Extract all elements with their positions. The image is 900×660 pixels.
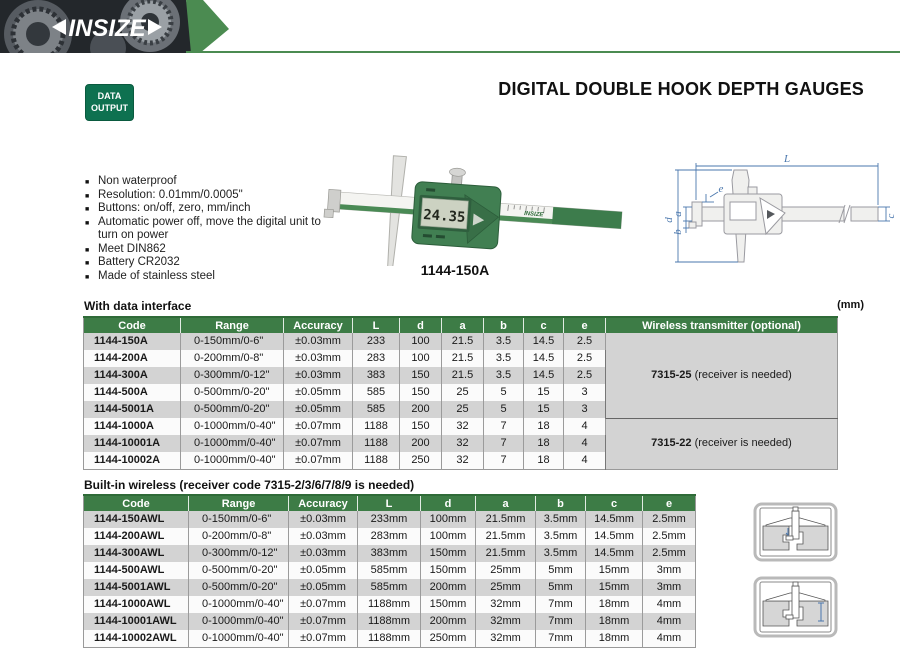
table-cell: 585mm <box>358 562 421 579</box>
beam-outline <box>851 207 878 221</box>
table-cell: 14.5mm <box>586 545 643 562</box>
table-cell: 18mm <box>586 613 643 630</box>
table1-unit: (mm) <box>837 299 864 311</box>
table-cell: 2.5mm <box>643 545 696 562</box>
spec-table-built-in-wireless <box>83 494 696 648</box>
table-cell: 233 <box>353 333 400 350</box>
table-cell: 1144-10002AWL <box>84 630 189 648</box>
table-cell: 585mm <box>358 579 421 596</box>
table-cell: 2.5mm <box>643 528 696 545</box>
table-cell: 4 <box>564 452 606 470</box>
table-cell: 1144-500A <box>84 384 181 401</box>
table-cell: 25 <box>442 401 484 418</box>
table-cell: 1144-10002A <box>84 452 181 470</box>
column-header: Accuracy <box>289 495 358 511</box>
table-cell: 15 <box>524 401 564 418</box>
header-divider <box>186 51 900 53</box>
feature-item: ■ Battery CR2032 <box>85 256 327 270</box>
table-cell: 15mm <box>586 562 643 579</box>
table-cell: 5 <box>484 401 524 418</box>
badge-line: DATA <box>97 90 122 101</box>
table-cell: 3 <box>564 401 606 418</box>
table-cell: 0-200mm/0-8" <box>181 350 284 367</box>
table-cell: 4mm <box>643 596 696 613</box>
table-cell: 3 <box>564 384 606 401</box>
table-cell: 25 <box>442 384 484 401</box>
table-cell: 3.5 <box>484 367 524 384</box>
table-cell: 18 <box>524 452 564 470</box>
table-cell: 200 <box>400 435 442 452</box>
table-cell: 18mm <box>586 596 643 613</box>
table-cell: 21.5 <box>442 367 484 384</box>
feature-item: ■ Meet DIN862 <box>85 243 327 257</box>
table-cell: 3mm <box>643 562 696 579</box>
table-cell: 0-1000mm/0-40" <box>181 435 284 452</box>
table-cell: ±0.03mm <box>284 350 353 367</box>
table-cell: 7 <box>484 435 524 452</box>
table-cell: ±0.05mm <box>289 562 358 579</box>
column-header: a <box>442 317 484 333</box>
table-cell: 2.5 <box>564 350 606 367</box>
hook-foot <box>324 209 334 218</box>
column-header: L <box>353 317 400 333</box>
table-cell: 150 <box>400 367 442 384</box>
table-cell: 0-1000mm/0-40" <box>189 613 289 630</box>
column-header: e <box>643 495 696 511</box>
table2-title: Built-in wireless (receiver code 7315-2/3/6/7/8/9 is needed) <box>84 478 415 492</box>
thumb-screw-cap <box>449 168 466 177</box>
table-cell: 283mm <box>358 528 421 545</box>
column-header: Code <box>84 495 189 511</box>
table-cell: 0-1000mm/0-40" <box>181 452 284 470</box>
table-cell: 32mm <box>476 596 536 613</box>
table-row <box>84 545 696 562</box>
header-row <box>84 317 838 333</box>
table-cell: 32mm <box>476 613 536 630</box>
table1-title: With data interface <box>84 299 192 313</box>
table-cell: ±0.05mm <box>284 384 353 401</box>
table-cell: 4mm <box>643 613 696 630</box>
table-cell: 100mm <box>421 528 476 545</box>
wireless-transmitter-cell: 7315-22 (receiver is needed) <box>606 418 838 470</box>
table-cell: 1188 <box>353 435 400 452</box>
beam-end <box>552 207 622 229</box>
gauge-screw <box>793 582 798 586</box>
table-cell: 32 <box>442 452 484 470</box>
product-photo <box>298 148 638 266</box>
table-cell: 100 <box>400 333 442 350</box>
table-row <box>84 630 696 648</box>
table-cell: 0-150mm/0-6" <box>181 333 284 350</box>
table-cell: ±0.07mm <box>289 613 358 630</box>
table-row <box>84 511 696 528</box>
table-cell: 25mm <box>476 579 536 596</box>
table-cell: 3.5mm <box>536 528 586 545</box>
spec-table-data-interface <box>83 316 838 470</box>
table-cell: 0-500mm/0-20" <box>189 562 289 579</box>
lcd-outline <box>730 202 756 220</box>
column-header: d <box>400 317 442 333</box>
table-cell: 1144-10001A <box>84 435 181 452</box>
table-row <box>84 528 696 545</box>
table-cell: 1188 <box>353 418 400 435</box>
table-cell: 233mm <box>358 511 421 528</box>
table-cell: 200mm <box>421 613 476 630</box>
wireless-transmitter-cell: 7315-25 (receiver is needed) <box>606 333 838 418</box>
table-cell: 21.5 <box>442 333 484 350</box>
column-header: Accuracy <box>284 317 353 333</box>
table-cell: 25mm <box>476 562 536 579</box>
table-cell: 18mm <box>586 630 643 648</box>
table-cell: 1144-5001AWL <box>84 579 189 596</box>
gauge-screw <box>793 507 798 511</box>
table-cell: ±0.07mm <box>284 418 353 435</box>
data-output-badge <box>85 84 134 121</box>
table-cell: ±0.03mm <box>289 511 358 528</box>
table-row <box>84 333 838 350</box>
table-cell: 5mm <box>536 579 586 596</box>
table-row <box>84 418 838 435</box>
table-cell: 4 <box>564 435 606 452</box>
badge-line: OUTPUT <box>91 102 128 113</box>
table-cell: 21.5 <box>442 350 484 367</box>
table-cell: 100mm <box>421 511 476 528</box>
application-diagram-1 <box>753 502 838 562</box>
table-cell: 383 <box>353 367 400 384</box>
unit-button <box>423 234 432 238</box>
column-header: c <box>586 495 643 511</box>
table-cell: 0-300mm/0-12" <box>189 545 289 562</box>
dim-label-e: e <box>718 183 724 195</box>
header-banner <box>0 0 234 53</box>
table-cell: 1144-300A <box>84 367 181 384</box>
table-cell: 1144-300AWL <box>84 545 189 562</box>
table-cell: 14.5 <box>524 367 564 384</box>
table-cell: 200 <box>400 401 442 418</box>
column-header: c <box>524 317 564 333</box>
table-cell: ±0.07mm <box>289 596 358 613</box>
table-cell: 0-1000mm/0-40" <box>189 630 289 648</box>
table-cell: 1144-1000A <box>84 418 181 435</box>
table-cell: 0-150mm/0-6" <box>189 511 289 528</box>
table-cell: 0-1000mm/0-40" <box>181 418 284 435</box>
table-cell: 1188 <box>353 452 400 470</box>
table-cell: 0-200mm/0-8" <box>189 528 289 545</box>
table-cell: 21.5mm <box>476 528 536 545</box>
table-cell: 585 <box>353 384 400 401</box>
table-cell: 5 <box>484 384 524 401</box>
column-header: a <box>476 495 536 511</box>
table-row <box>84 613 696 630</box>
hook-foot-outline <box>689 222 696 228</box>
column-header: b <box>536 495 586 511</box>
table-cell: 32mm <box>476 630 536 648</box>
table-cell: 7mm <box>536 596 586 613</box>
feature-item: ■ Resolution: 0.01mm/0.0005" <box>85 189 327 203</box>
table-cell: 1188mm <box>358 613 421 630</box>
dim-label-c: c <box>885 213 897 219</box>
table-cell: 283 <box>353 350 400 367</box>
table-row <box>84 596 696 613</box>
feature-item: ■ Automatic power off, move the digital unit to turn on power <box>85 216 327 243</box>
table-cell: 1188mm <box>358 630 421 648</box>
table-cell: 15 <box>524 384 564 401</box>
table-cell: 383mm <box>358 545 421 562</box>
table-cell: 0-500mm/0-20" <box>181 384 284 401</box>
table-cell: 1144-150A <box>84 333 181 350</box>
table-cell: 3.5 <box>484 350 524 367</box>
table-cell: 150 <box>400 418 442 435</box>
dimension-diagram <box>648 150 898 285</box>
brand-logo: INSIZE <box>68 15 146 42</box>
table-cell: 0-500mm/0-20" <box>181 401 284 418</box>
column-header: Range <box>189 495 289 511</box>
dim-label-d: d <box>663 217 675 223</box>
column-header: Code <box>84 317 181 333</box>
table-cell: 18 <box>524 435 564 452</box>
column-header: d <box>421 495 476 511</box>
table-cell: 3mm <box>643 579 696 596</box>
table-cell: 2.5mm <box>643 511 696 528</box>
table-cell: 7mm <box>536 630 586 648</box>
gauge-hook <box>786 536 793 540</box>
gear-shape <box>26 22 50 46</box>
table-cell: 18 <box>524 418 564 435</box>
table-cell: 15mm <box>586 579 643 596</box>
table-cell: 1144-5001A <box>84 401 181 418</box>
unit-button <box>436 235 445 239</box>
table-cell: ±0.05mm <box>289 579 358 596</box>
beam-brand-logo: INSIZE <box>523 211 544 219</box>
table-row <box>84 562 696 579</box>
gauge-probe <box>792 511 799 539</box>
table-cell: 3.5 <box>484 333 524 350</box>
application-diagram-2 <box>753 576 838 638</box>
table-cell: 3.5mm <box>536 511 586 528</box>
table-cell: 32 <box>442 418 484 435</box>
feature-item: ■ Made of stainless steel <box>85 270 327 284</box>
lcd-value: 24.35 <box>422 206 466 226</box>
table-cell: 14.5 <box>524 350 564 367</box>
column-header: L <box>358 495 421 511</box>
table-cell: 100 <box>400 350 442 367</box>
column-header: Range <box>181 317 284 333</box>
feature-item: ■ Buttons: on/off, zero, mm/inch <box>85 202 327 216</box>
table-cell: ±0.03mm <box>284 333 353 350</box>
table-cell: 250 <box>400 452 442 470</box>
column-header: Wireless transmitter (optional) <box>606 317 838 333</box>
table-cell: 0-500mm/0-20" <box>189 579 289 596</box>
feature-item: ■ Non waterproof <box>85 175 327 189</box>
table-cell: ±0.05mm <box>284 401 353 418</box>
break-mark <box>844 205 850 223</box>
table-cell: 0-1000mm/0-40" <box>189 596 289 613</box>
dim-label-L: L <box>783 153 791 165</box>
dim-label-a: a <box>672 211 684 217</box>
table-cell: 3.5mm <box>536 545 586 562</box>
table-cell: ±0.03mm <box>284 367 353 384</box>
table-cell: 150mm <box>421 545 476 562</box>
table-cell: 14.5 <box>524 333 564 350</box>
table-cell: 1188mm <box>358 596 421 613</box>
table-cell: 1144-1000AWL <box>84 596 189 613</box>
hook-jaw <box>327 189 341 212</box>
table-cell: 14.5mm <box>586 528 643 545</box>
table-cell: 21.5mm <box>476 545 536 562</box>
table-cell: 1144-200AWL <box>84 528 189 545</box>
table-cell: 0-300mm/0-12" <box>181 367 284 384</box>
table-cell: 2.5 <box>564 367 606 384</box>
table-cell: ±0.07mm <box>284 435 353 452</box>
header-chevron <box>186 0 229 53</box>
table-cell: 5mm <box>536 562 586 579</box>
table-cell: 14.5mm <box>586 511 643 528</box>
table-cell: 21.5mm <box>476 511 536 528</box>
table-cell: 150 <box>400 384 442 401</box>
header-row <box>84 495 696 511</box>
dim-label-b: b <box>672 229 684 235</box>
table-cell: ±0.07mm <box>284 452 353 470</box>
table-cell: 7mm <box>536 613 586 630</box>
table-cell: 1144-150AWL <box>84 511 189 528</box>
unit-button <box>426 188 435 192</box>
gauge-hook <box>786 615 793 619</box>
table-cell: 1144-500AWL <box>84 562 189 579</box>
product-caption: 1144-150A <box>420 262 490 278</box>
table-cell: 1144-200A <box>84 350 181 367</box>
page-title: DIGITAL DOUBLE HOOK DEPTH GAUGES <box>498 79 864 99</box>
table-cell: 150mm <box>421 562 476 579</box>
table-cell: 585 <box>353 401 400 418</box>
table-cell: 150mm <box>421 596 476 613</box>
table-cell: 200mm <box>421 579 476 596</box>
table-cell: ±0.03mm <box>289 528 358 545</box>
table-cell: 250mm <box>421 630 476 648</box>
table-cell: 1144-10001AWL <box>84 613 189 630</box>
table-cell: 7 <box>484 452 524 470</box>
table-row <box>84 579 696 596</box>
column-header: e <box>564 317 606 333</box>
table-cell: 32 <box>442 435 484 452</box>
gauge-probe <box>792 586 799 618</box>
table-cell: 2.5 <box>564 333 606 350</box>
table-cell: 4mm <box>643 630 696 648</box>
table-cell: 4 <box>564 418 606 435</box>
table-cell: 7 <box>484 418 524 435</box>
column-header: b <box>484 317 524 333</box>
table-cell: ±0.07mm <box>289 630 358 648</box>
table-cell: ±0.03mm <box>289 545 358 562</box>
